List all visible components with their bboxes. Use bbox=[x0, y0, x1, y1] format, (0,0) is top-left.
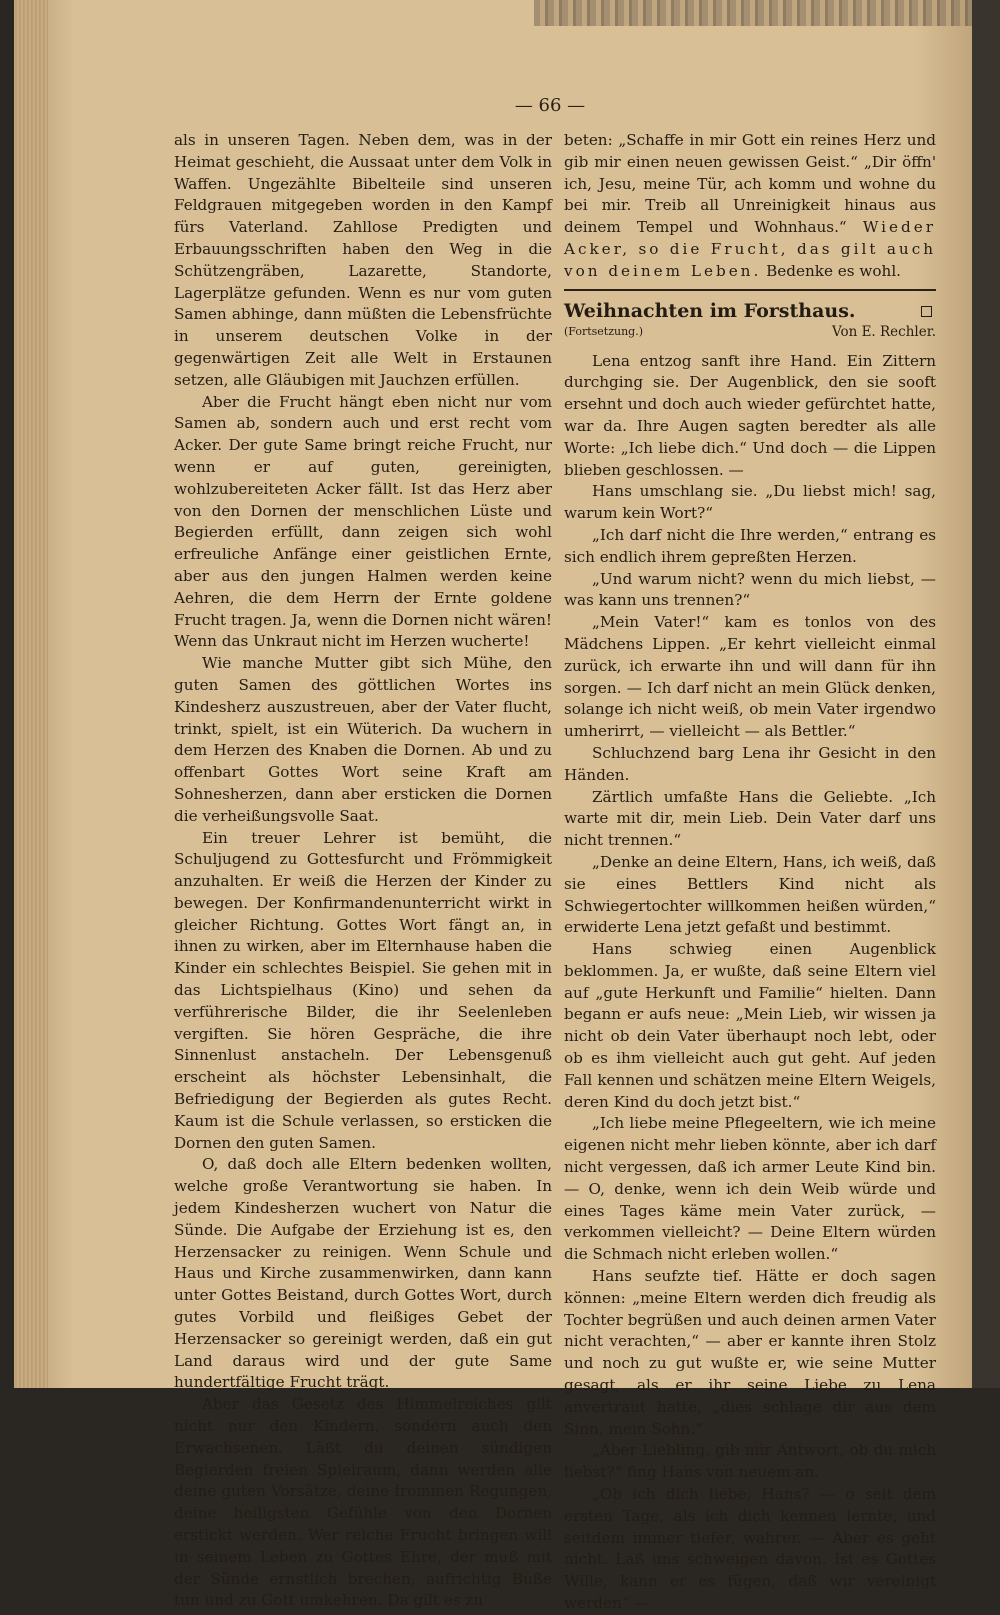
sermon-closing: Bedenke es wohl. bbox=[766, 261, 902, 280]
sermon-ending bbox=[564, 130, 936, 283]
story-author: Von E. Rechler. bbox=[831, 323, 936, 340]
paragraph: Aber die Frucht hängt eben nicht nur vom Samen ab, sondern auch und erst recht vom Acker. Der gute Same bringt reiche Frucht, nur wenn er auf guten, gereinigten, wohlzubereiteten Acker fällt. Ist das Herz aber von den Dornen der menschlichen Lüste und Begierden erfüllt, dann zeigen sich wohl erfreuliche Anfänge einer geistlichen Ernte, aber aus den jungen Halmen werden keine Aehren, die dem Herrn der Ernte goldene Frucht tragen. Ja, wenn die Dornen nicht wären! Wenn das Unkraut nicht im Herzen wucherte! bbox=[174, 392, 552, 651]
sermon-emphasis: Wieder Acker, so die Frucht, das gilt auch von deinem Leben. bbox=[564, 218, 937, 280]
story-header bbox=[564, 299, 936, 323]
book-cover-edge bbox=[972, 0, 1000, 1388]
paragraph: „Aber Liebling, gib mir Antwort, ob du mich liebst?“ fing Hans von neuem an. bbox=[564, 1441, 936, 1482]
paragraph: „Ich liebe meine Pflegeeltern, wie ich meine eigenen nicht mehr lieben könnte, aber ich darf nicht vergessen, daß ich armer Leute Kind bin. — O, denke, wenn ich dein Weib würde und eines Tages käme mein Vater zurück, — verkommen vielleicht? — Deine Eltern würden die Schmach nicht erleben wollen.“ bbox=[564, 1114, 936, 1264]
paragraph: Schluchzend barg Lena ihr Gesicht in den Händen. bbox=[564, 743, 936, 784]
page-number: — 66 — bbox=[514, 95, 586, 116]
paragraph: als in unseren Tagen. Neben dem, was in der Heimat geschieht, die Aussaat unter dem Volk in Waffen. Ungezählte Bibelteile sind unseren Feldgrauen mitgegeben worden in den Kampf fürs Vaterland. Zahllose Predigten und Erbauungsschriften haben den Weg in die Schützengräben, Lazarette, Standorte, Lagerplätze gefunden. Wenn es nur vom guten Samen abhinge, dann müßten die Lebensfrüchte in unserem deutschen Volke in der gegenwärtigen Zeit alle Welt in Erstaunen setzen, alle Gläubigen mit Jauchzen erfüllen. bbox=[174, 131, 552, 389]
paragraph: Hans umschlang sie. „Du liebst mich! sag, warum kein Wort?“ bbox=[564, 482, 936, 523]
story-title: Weihnachten im Forsthaus. bbox=[564, 299, 856, 322]
paragraph: O, daß doch alle Eltern bedenken wollten, welche große Verantwortung sie haben. In jedem Kindesherzen wuchert von Natur die Sünde. Die Aufgabe der Erziehung ist es, den Herzensacker zu reinigen. Wenn Schule und Haus und Kirche zusammenwirken, dann kann unter Gottes Beistand, durch Gottes Wort, durch gutes Vorbild und fleißiges Gebet der Herzensacker so gereinigt werden, daß ein gut Land daraus wird und der gute Same hundertfältige Frucht trägt. bbox=[174, 1155, 552, 1392]
torn-paper-edge bbox=[534, 0, 984, 26]
paragraph: Hans seufzte tief. Hätte er doch sagen können: „meine Eltern werden dich freudig als Tochter begrüßen und auch deinen armen Vater nicht verachten,“ — aber er kannte ihren Stolz und noch zu gut wußte er, wie seine Mutter gesagt, als er ihr seine Liebe zu Lena anvertraut hatte, „dies schlage dir aus dem Sinn, mein Sohn.“ bbox=[564, 1267, 936, 1438]
paragraph: „Mein Vater!“ kam es tonlos von des Mädchens Lippen. „Er kehrt vielleicht einmal zurück, ich erwarte ihn und will dann für ihn sorgen. — Ich darf nicht an mein Glück denken, solange ich nicht weiß, ob mein Vater irgendwo umherirrt, — vielleicht — als Bettler.“ bbox=[564, 613, 936, 741]
paragraph: Lena entzog sanft ihre Hand. Ein Zittern durchging sie. Der Augenblick, den sie sooft ersehnt und doch auch wieder gefürchtet hatte, war da. Ihre Augen sagten beredter als alle Worte: „Ich liebe dich.“ Und doch — die Lippen blieben geschlossen. — bbox=[564, 351, 936, 479]
paragraph: Ein treuer Lehrer ist bemüht, die Schuljugend zu Gottesfurcht und Frömmigkeit anzuhalten. Er weiß die Herzen der Kinder zu bewegen. Der Konfirmandenunterricht wirkt in gleicher Richtung. Gottes Wort fängt an, in ihnen zu wirken, aber im Elternhause haben die Kinder ein schlechtes Beispiel. Sie gehen mit in das Lichtspielhaus (Kino) und sehen da verführerische Bilder, die ihr Seelenleben vergiften. Sie hören Gespräche, die ihre Sinnenlust anstacheln. Der Lebensgenuß erscheint als höchster Lebensinhalt, die Befriedigung der Begierden als gutes Recht. Kaum ist die Schule verlassen, so ersticken die Dornen den guten Samen. bbox=[174, 828, 552, 1152]
paragraph: Hans schwieg einen Augenblick beklommen. Ja, er wußte, daß seine Eltern viel auf „gute Herkunft und Familie“ hielten. Dann begann er aufs neue: „Mein Lieb, wir wissen ja nicht ob dein Vater überhaupt noch lebt, oder ob es ihm vielleicht auch gut geht. Auf jeden Fall kennen und schätzen meine Eltern Weigels, deren Kind du doch jetzt bist.“ bbox=[564, 940, 936, 1111]
sermon-text: beten: „Schaffe in mir Gott ein reines Herz und gib mir einen neuen gewissen Geist.“ „Dir öffn' ich, Jesu, meine Tür, ach komm und wohne du bei mir. Treib all Unreinigkeit hinaus aus deinem Tempel und Wohnhaus.“ bbox=[564, 131, 936, 237]
paragraph: Zärtlich umfaßte Hans die Geliebte. „Ich warte mit dir, mein Lieb. Dein Vater darf uns nicht trennen.“ bbox=[564, 787, 936, 850]
paragraph: „Und warum nicht? wenn du mich liebst, — was kann uns trennen?“ bbox=[564, 569, 936, 610]
section-divider bbox=[564, 289, 936, 291]
left-column bbox=[174, 130, 552, 1612]
continuation-note: (Fortsetzung.) bbox=[564, 324, 643, 338]
paragraph: „Ob ich dich liebe, Hans? — o seit dem ersten Tage, als ich dich kennen lernte, und seitdem immer tiefer, wahrer. — Aber es geht nicht. Laß uns schweigen davon. Ist es Gottes Wille, kann er es fügen, daß wir vereinigt werden“ — bbox=[564, 1485, 936, 1612]
square-ornament-icon bbox=[921, 306, 932, 317]
paragraph: „Denke an deine Eltern, Hans, ich weiß, daß sie eines Bettlers Kind nicht als Schwiegertochter willkommen heißen würden,“ erwiderte Lena jetzt gefaßt und bestimmt. bbox=[564, 852, 936, 937]
story-byline bbox=[564, 323, 936, 341]
paragraph: „Ich darf nicht die Ihre werden,“ entrang es sich endlich ihrem gepreßten Herzen. bbox=[564, 525, 936, 566]
page-stack-edge bbox=[14, 0, 48, 1388]
paragraph: Wie manche Mutter gibt sich Mühe, den guten Samen des göttlichen Wortes ins Kindesherz auszustreuen, aber der Vater flucht, trinkt, spielt, ist ein Wüterich. Da wuchern in dem Herzen des Knaben die Dornen. Ab und zu offenbart Gottes Wort seine Kraft am Sohnesherzen, dann aber ersticken die Dornen die verheißungsvolle Saat. bbox=[174, 654, 552, 825]
paragraph: Aber das Gesetz des Himmelreiches gilt nicht nur den Kindern, sondern auch den Erwachsenen. Läßt du deinen sündigen Begierden freien Spielraum, dann werden alle deine guten Vorsätze, deine frommen Regungen, deine heiligsten Gefühle von den Dornen erstickt werden. Wer reiche Frucht bringen will in seinem Leben zu Gottes Ehre, der muß mit der Sünde ernstlich brechen, aufrichtig Buße tun und zu Gott umkehren. Da gilt es zu bbox=[174, 1395, 552, 1610]
right-column bbox=[564, 130, 936, 1615]
